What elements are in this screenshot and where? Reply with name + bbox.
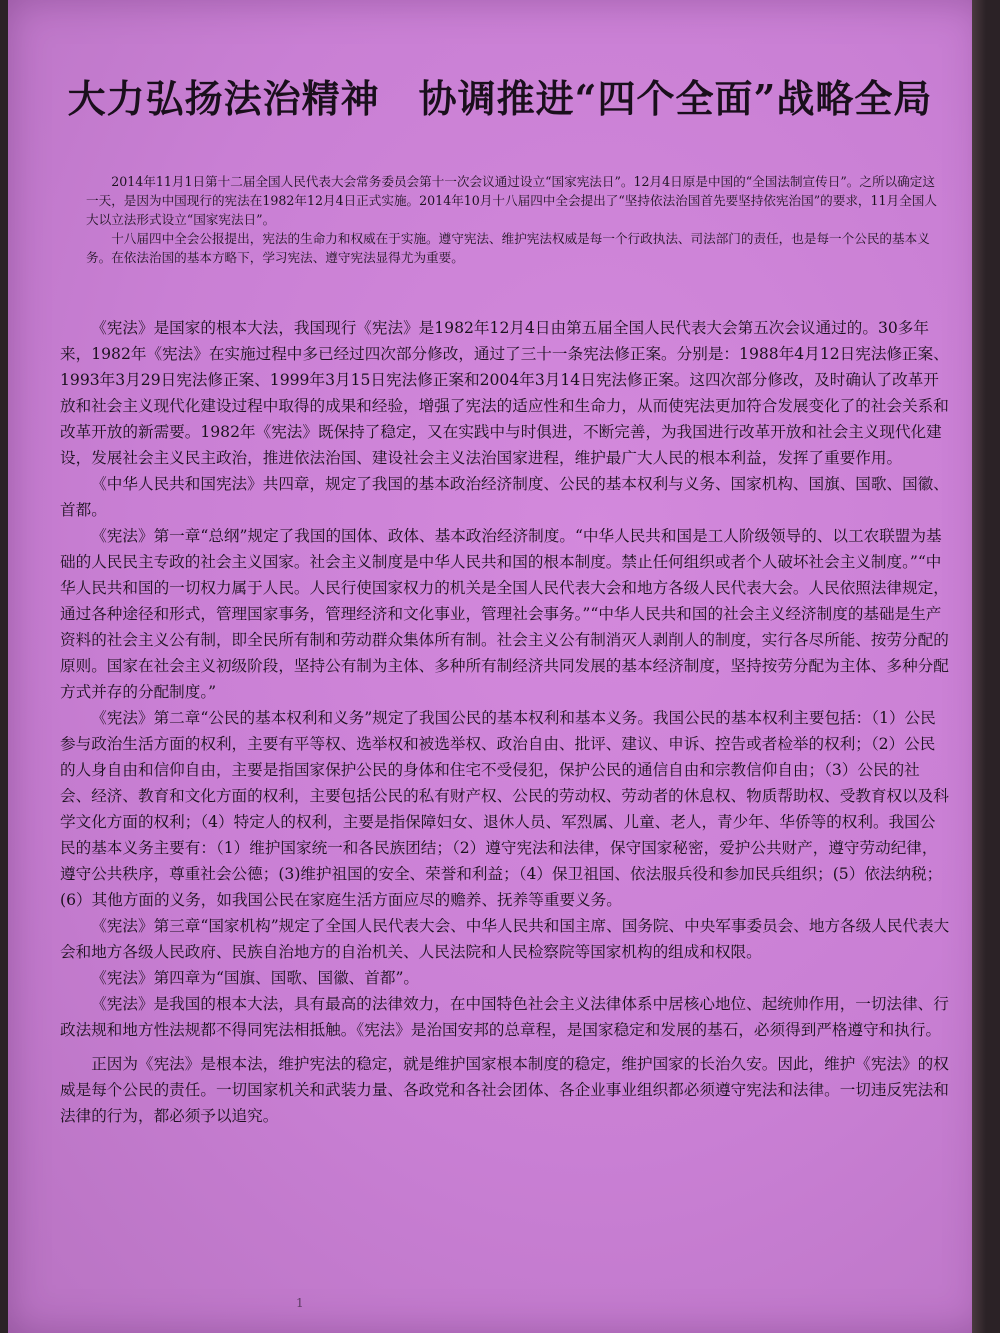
body-paragraph-supreme-law: 《宪法》是我国的根本大法，具有最高的法律效力，在中国特色社会主义法律体系中居核心地位、起统帅作用，一切法律、行政法规和地方性法规都不得同宪法相抵触。《宪法》是治国安邦的总章程，是国家稳定和发展的基石，必须得到严格遵守和执行。 — [60, 995, 949, 1039]
page-edge-shadow — [972, 0, 986, 1333]
body-section — [60, 315, 950, 1129]
body-paragraph-chapter-one: 《宪法》第一章“总纲”规定了我国的国体、政体、基本政治经济制度。“中华人民共和国是工人阶级领导的、以工农联盟为基础的人民民主专政的社会主义国家。社会主义制度是中华人民共和国的根本制度。禁止任何组织或者个人破坏社会主义制度。”“中华人民共和国的一切权力属于人民。人民行使国家权力的机关是全国人民代表大会和地方各级人民代表大会。人民依照法律规定，通过各种途径和形式，管理国家事务，管理经济和文化事业，管理社会事务。”“中华人民共和国的社会主义经济制度的基础是生产资料的社会主义公有制，即全民所有制和劳动群众集体所有制。社会主义公有制消灭人剥削人的制度，实行各尽所能、按劳分配的原则。国家在社会主义初级阶段，坚持公有制为主体、多种所有制经济共同发展的基本经济制度，坚持按劳分配为主体、多种分配方式并存的分配制度。” — [60, 527, 949, 701]
body-paragraph-constitution-overview: 《宪法》是国家的根本大法，我国现行《宪法》是1982年12月4日由第五届全国人民代表大会第五次会议通过的。30多年来，1982年《宪法》在实施过程中多已经过四次部分修改，通过了三十一条宪法修正案。分别是：1988年4月12日宪法修正案、1993年3月29日宪法修正案、1999年3月15日宪法修正案和2004年3月14日宪法修正案。这四次部分修改，及时确认了改革开放和社会主义现代化建设过程中取得的成果和经验，增强了宪法的适应性和生命力，从而使宪法更加符合发展变化了的社会关系和改革开放的新需要。1982年《宪法》既保持了稳定，又在实践中与时俱进，不断完善，为我国进行改革开放和社会主义现代化建设，发展社会主义民主政治，推进依法治国、建设社会主义法治国家进程，维护最广大人民的根本利益，发挥了重要作用。 — [60, 319, 949, 467]
document-title: 大力弘扬法治精神 协调推进“四个全面”战略全局 — [67, 76, 933, 121]
body-paragraph-chapter-four: 《宪法》第四章为“国旗、国歌、国徽、首都”。 — [91, 969, 420, 987]
intro-paragraph-1: 2014年11月1日第十二届全国人民代表大会常务委员会第十一次会议通过设立“国家宪法日”。12月4日原是中国的“全国法制宣传日”。之所以确定这一天，是因为中国现行的宪法在1982年12月4日正式实施。2014年10月十八届四中全会提出了“坚持依法治国首先要坚持依宪治国”的要求，11月全国人大以立法形式设立“国家宪法日”。 — [86, 174, 937, 227]
page-number: 1 — [296, 1296, 304, 1310]
intro-section — [86, 172, 946, 267]
body-paragraph-citizen-duty: 正因为《宪法》是根本法，维护宪法的稳定，就是维护国家根本制度的稳定，维护国家的长治久安。因此，维护《宪法》的权威是每个公民的责任。一切国家机关和武装力量、各政党和各社会团体、各企业事业组织都必须遵守宪法和法律。一切违反宪法和法律的行为，都必须予以追究。 — [60, 1055, 949, 1125]
body-paragraph-four-chapters: 《中华人民共和国宪法》共四章，规定了我国的基本政治经济制度、公民的基本权利与义务、国家机构、国旗、国歌、国徽、首都。 — [60, 475, 949, 519]
intro-paragraph-2: 十八届四中全会公报提出，宪法的生命力和权威在于实施。遵守宪法、维护宪法权威是每一个行政执法、司法部门的责任，也是每一个公民的基本义务。在依法治国的基本方略下，学习宪法、遵守宪法显得尤为重要。 — [86, 231, 930, 265]
body-paragraph-chapter-three: 《宪法》第三章“国家机构”规定了全国人民代表大会、中华人民共和国主席、国务院、中央军事委员会、地方各级人民代表大会和地方各级人民政府、民族自治地方的自治机关、人民法院和人民检察院等国家机构的组成和权限。 — [60, 917, 950, 961]
body-paragraph-chapter-two: 《宪法》第二章“公民的基本权利和义务”规定了我国公民的基本权利和基本义务。我国公民的基本权利主要包括：（1）公民参与政治生活方面的权利，主要有平等权、选举权和被选举权、政治自由、批评、建议、申诉、控告或者检举的权利；（2）公民的人身自由和信仰自由，主要是指国家保护公民的身体和住宅不受侵犯，保护公民的通信自由和宗教信仰自由；（3）公民的社会、经济、教育和文化方面的权利，主要包括公民的私有财产权、公民的劳动权、劳动者的休息权、物质帮助权、受教育权以及科学文化方面的权利；（4）特定人的权利，主要是指保障妇女、退休人员、军烈属、儿童、老人，青少年、华侨等的权利。我国公民的基本义务主要有：（1）维护国家统一和各民族团结；（2）遵守宪法和法律，保守国家秘密，爱护公共财产，遵守劳动纪律，遵守公共秩序，尊重社会公德；(3)维护祖国的安全、荣誉和利益；（4）保卫祖国、依法服兵役和参加民兵组织；(5）依法纳税；(6）其他方面的义务，如我国公民在家庭生活方面应尽的赡养、抚养等重要义务。 — [60, 709, 949, 909]
